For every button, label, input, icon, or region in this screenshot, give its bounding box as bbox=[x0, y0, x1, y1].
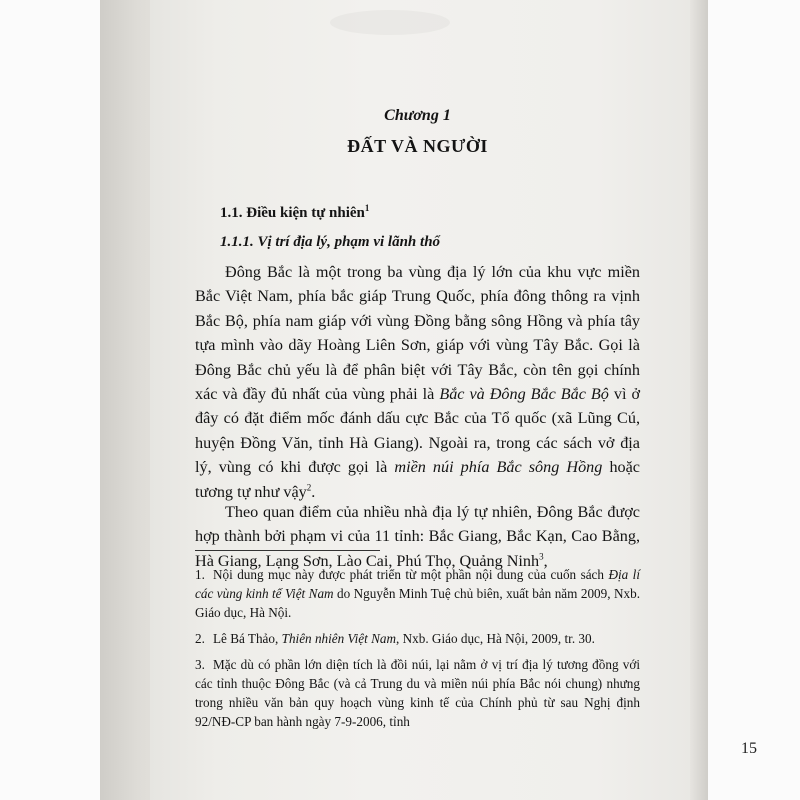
footnote-text-part: do Nguyễn Minh Tuệ chủ biên, xuất bản năm 2009, Nxb. Giáo dục, Hà Nội. bbox=[195, 586, 640, 620]
show-through-smudge bbox=[330, 10, 450, 35]
paragraph-text: vì ở đây có đặt điểm mốc đánh dấu cực Bắc của Tổ quốc (xã Lũng Cú, huyện Đồng Văn, tỉnh Hà Giang). Ngoài ra, trong các sách vở địa lý, vùng có khi được gọi là bbox=[195, 385, 641, 477]
paragraph-italic-text: Bắc và Đông Bắc Bắc Bộ bbox=[439, 385, 609, 404]
paragraph-text: . bbox=[311, 482, 316, 501]
footnote-italic-text: Địa lí các vùng kinh tế Việt Nam bbox=[195, 567, 640, 601]
subsection-heading: 1.1.1. Vị trí địa lý, phạm vi lãnh thổ bbox=[220, 234, 441, 250]
footnote-number: 2. bbox=[195, 631, 205, 646]
footnote-ref-3: 3 bbox=[539, 551, 544, 562]
chapter-title: ĐẤT VÀ NGƯỜI bbox=[347, 136, 488, 156]
body-paragraph-2 bbox=[195, 500, 640, 573]
footnote-text bbox=[195, 657, 640, 729]
paragraph-text: Theo quan điểm của nhiều nhà địa lý tự nhiên, Đông Bắc được hợp thành bởi phạm vi của 11 tỉnh: Bắc Giang, Bắc Kạn, Cao Bằng, Hà Giang, Lạng Sơn, Lào Cai, Phú Thọ, Quảng Ninh bbox=[195, 503, 640, 570]
footnote-text-part: , Nxb. Giáo dục, Hà Nội, 2009, tr. 30. bbox=[396, 631, 595, 646]
footnote-ref-2: 2 bbox=[306, 482, 312, 493]
footnote-1 bbox=[195, 565, 640, 622]
footnote-text bbox=[213, 631, 595, 646]
page-edge bbox=[690, 0, 708, 800]
footnote-text bbox=[195, 567, 640, 620]
body-paragraph-1 bbox=[195, 260, 640, 504]
footnote-2 bbox=[195, 629, 640, 648]
paragraph-text: hoặc tương tự như vậy bbox=[195, 458, 640, 501]
footnote-number: 3. bbox=[195, 657, 205, 672]
paragraph-text: , bbox=[543, 551, 548, 570]
page-number: 15 bbox=[741, 740, 757, 757]
paragraph-text: Đông Bắc là một trong ba vùng địa lý lớn của khu vực miền Bắc Việt Nam, phía bắc giáp Trung Quốc, phía đông thông ra vịnh Bắc Bộ, phía nam giáp với vùng Đồng bằng sông Hồng và phía tây tựa mình vào dãy Hoàng Liên Sơn, giáp với vùng Tây Bắc. Gọi là Đông Bắc chủ yếu là để phân biệt với Tây Bắc, còn tên gọi chính xác và đầy đủ nhất của vùng phải là bbox=[195, 263, 640, 404]
footnote-divider bbox=[195, 550, 380, 551]
footnote-italic-text: Thiên nhiên Việt Nam bbox=[281, 631, 397, 646]
footnote-text-part: Lê Bá Thảo, bbox=[213, 631, 282, 646]
paragraph-italic-text: miền núi phía Bắc sông Hồng bbox=[394, 458, 603, 477]
footnotes bbox=[195, 565, 640, 738]
footnote-number: 1. bbox=[195, 567, 205, 582]
section-heading-text: 1.1. Điều kiện tự nhiên bbox=[220, 205, 365, 221]
footnote-text-part: Nội dung mục này được phát triển từ một phần nội dung của cuốn sách bbox=[213, 567, 609, 582]
footnote-ref-1: 1 bbox=[364, 203, 370, 213]
section-heading bbox=[220, 205, 369, 222]
footnote-3 bbox=[195, 655, 640, 731]
chapter-label: Chương 1 bbox=[384, 107, 451, 124]
footnote-text-part: Mặc dù có phần lớn diện tích là đồi núi, lại nằm ở vị trí địa lý tương đồng với các tỉnh thuộc Đông Bắc (và cả Trung du và miền núi phía Bắc nói chung) nhưng trong nhiều văn bản quy hoạch vùng kinh tế của Chính phủ từ sau Nghị định 92/NĐ-CP ban hành ngày 7-9-2006, tỉnh bbox=[195, 657, 640, 729]
